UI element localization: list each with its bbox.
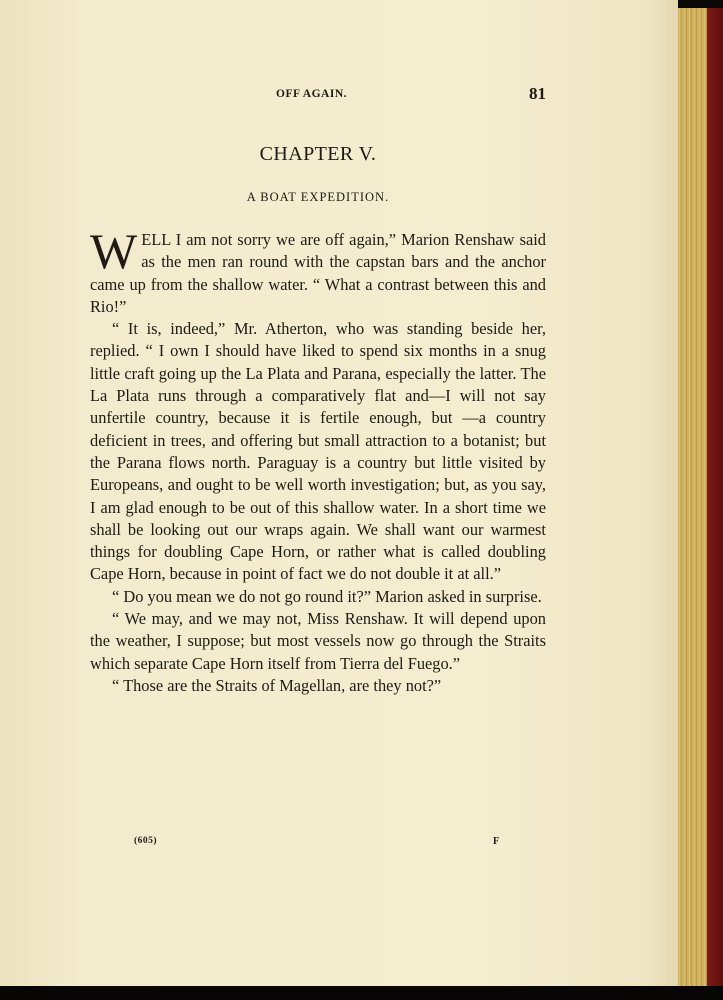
paragraph-2: “ It is, indeed,” Mr. Atherton, who was standing beside her, replied. “ I own I should have liked to spend six months in a snug little craft going up the La Plata and Parana, especially the latter. The La Plata runs through a comparatively flat and—I will not say unfertile country, because it is fertile enough, but —a country deficient in trees, and offering but small attraction to a botanist; but the Parana flows north. Paraguay is a country but little visited by Europeans, and ought to be well worth investigation; but, as you say, I am glad enough to be out of this shallow water. In a short time we shall be looking out our wraps again. We shall want our warmest things for doubling Cape Horn, or rather what is called doubling Cape Horn, because in point of fact we do not double it at all.”	[90, 319, 546, 584]
page-header	[90, 84, 546, 106]
drop-cap: W	[90, 223, 138, 279]
running-head: OFF AGAIN.	[276, 88, 348, 100]
book-cover-edge	[707, 6, 723, 986]
paragraph-4: “ We may, and we may not, Miss Renshaw. It will depend upon the weather, I suppose; but most vessels now go through the Straits which separate Cape Horn itself from Tierra del Fuego.”	[90, 609, 546, 673]
printer-signature-number: (605)	[134, 836, 158, 846]
paragraph-5: “ Those are the Straits of Magellan, are they not?”	[112, 675, 442, 695]
page-footer	[90, 836, 546, 850]
chapter-title: CHAPTER V.	[259, 143, 377, 165]
chapter-subtitle: A BOAT EXPEDITION.	[246, 190, 390, 204]
body-text	[90, 223, 546, 697]
background-corner	[678, 0, 723, 8]
page-number: 81	[529, 84, 546, 103]
paragraph-1-text: ELL I am not sorry we are off again,” Marion Renshaw said as the men ran round with the capstan bars and the anchor came up from the shallow water. “ What a contrast between this and Rio!”	[90, 230, 546, 316]
paragraph-1	[90, 223, 546, 318]
paragraph-3: “ Do you mean we do not go round it?” Marion asked in surprise.	[112, 586, 542, 606]
gathering-signature-letter: F	[493, 836, 500, 847]
